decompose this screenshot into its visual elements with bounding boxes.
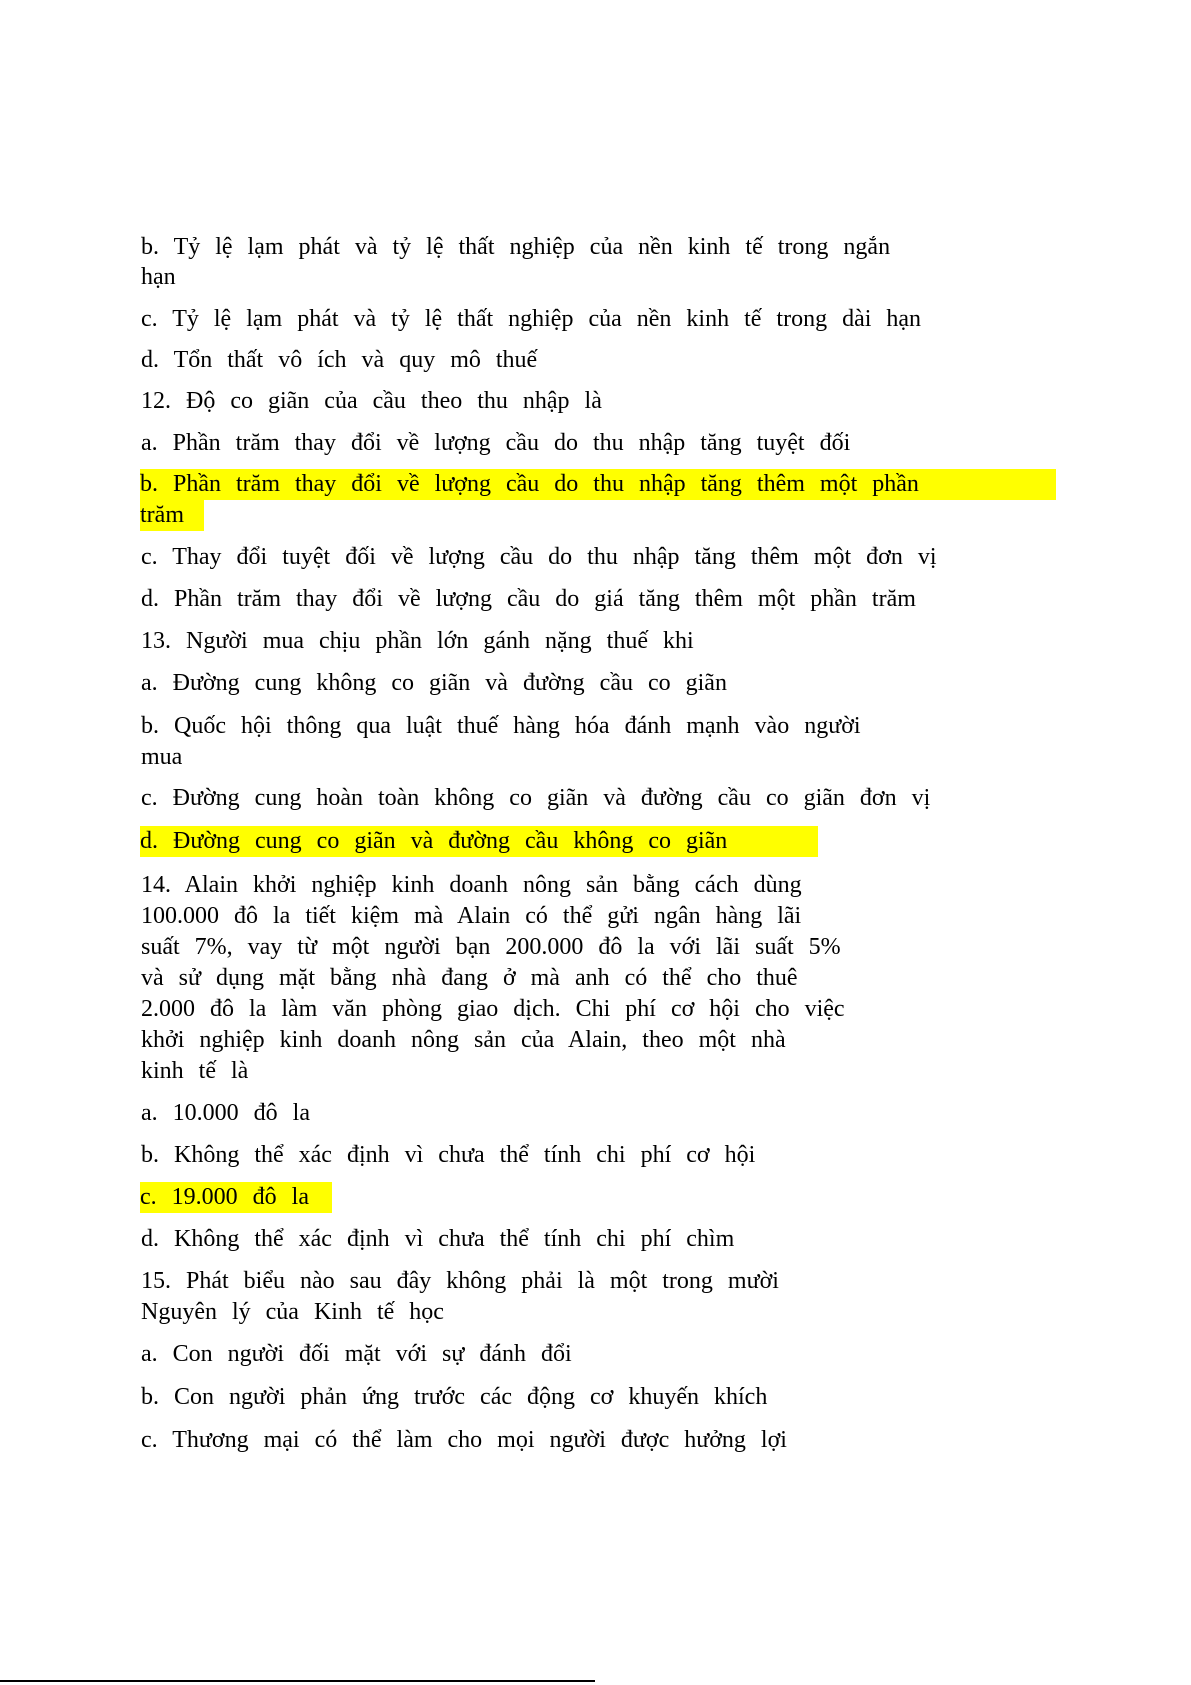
q13-option-b-line1: b. Quốc hội thông qua luật thuế hàng hóa đánh mạnh vào người (141, 713, 861, 739)
q15-option-b: b. Con người phản ứng trước các động cơ khuyến khích (141, 1384, 768, 1410)
q14-option-b: b. Không thể xác định vì chưa thể tính chi phí cơ hội (141, 1142, 756, 1168)
q15-option-c: c. Thương mại có thể làm cho mọi người được hưởng lợi (141, 1427, 787, 1453)
question-14-line6: khởi nghiệp kinh doanh nông sản của Alain, theo một nhà (141, 1027, 786, 1053)
question-14-line5: 2.000 đô la làm văn phòng giao dịch. Chi phí cơ hội cho việc (141, 996, 845, 1022)
page-bottom-rule (0, 1680, 595, 1682)
question-14-line3: suất 7%, vay từ một người bạn 200.000 đô la với lãi suất 5% (141, 934, 841, 960)
question-12: 12. Độ co giãn của cầu theo thu nhập là (141, 388, 602, 414)
q12-option-c: c. Thay đổi tuyệt đối về lượng cầu do thu nhập tăng thêm một đơn vị (141, 544, 937, 570)
q12-option-b-highlighted-line2: trăm (140, 500, 204, 531)
q13-option-a: a. Đường cung không co giãn và đường cầu co giãn (141, 670, 727, 696)
q11-option-d: d. Tổn thất vô ích và quy mô thuế (141, 347, 538, 373)
q11-option-b-line1: b. Tỷ lệ lạm phát và tỷ lệ thất nghiệp của nền kinh tế trong ngắn (141, 234, 891, 260)
q14-option-a: a. 10.000 đô la (141, 1100, 310, 1126)
q13-option-d-highlighted: d. Đường cung co giãn và đường cầu không co giãn (140, 826, 818, 857)
q13-option-b-line2: mua (141, 744, 183, 770)
q13-option-c: c. Đường cung hoàn toàn không co giãn và đường cầu co giãn đơn vị (141, 785, 931, 811)
q15-option-a: a. Con người đối mặt với sự đánh đổi (141, 1341, 572, 1367)
q12-option-d: d. Phần trăm thay đổi về lượng cầu do giá tăng thêm một phần trăm (141, 586, 916, 612)
q14-option-d: d. Không thể xác định vì chưa thể tính chi phí chìm (141, 1226, 735, 1252)
q11-option-c: c. Tỷ lệ lạm phát và tỷ lệ thất nghiệp của nền kinh tế trong dài hạn (141, 306, 922, 332)
question-15-line1: 15. Phát biểu nào sau đây không phải là một trong mười (141, 1268, 779, 1294)
question-13: 13. Người mua chịu phần lớn gánh nặng thuế khi (141, 628, 694, 654)
question-14-line7: kinh tế là (141, 1058, 249, 1084)
q12-option-b-highlighted-line1: b. Phần trăm thay đổi về lượng cầu do thu nhập tăng thêm một phần (140, 469, 1056, 500)
question-14-line2: 100.000 đô la tiết kiệm mà Alain có thể gửi ngân hàng lãi (141, 903, 802, 929)
question-15-line2: Nguyên lý của Kinh tế học (141, 1299, 444, 1325)
question-14-line1: 14. Alain khởi nghiệp kinh doanh nông sản bằng cách dùng (141, 872, 802, 898)
q14-option-c-highlighted: c. 19.000 đô la (140, 1182, 332, 1213)
q12-option-a: a. Phần trăm thay đổi về lượng cầu do thu nhập tăng tuyệt đối (141, 430, 851, 456)
question-14-line4: và sử dụng mặt bằng nhà đang ở mà anh có thể cho thuê (141, 965, 798, 991)
q11-option-b-line2: hạn (141, 264, 176, 290)
